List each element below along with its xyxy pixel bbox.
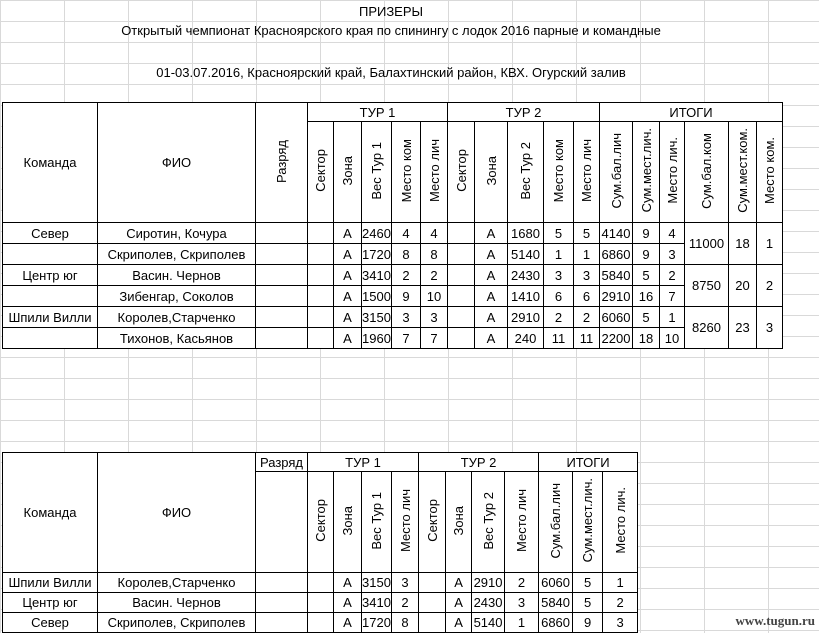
sector-cell <box>448 286 475 307</box>
sum-ball-pers-cell: 6860 <box>600 244 633 265</box>
place-pers-total-cell: 2 <box>660 265 685 286</box>
zone-cell: А <box>334 244 362 265</box>
place-team-cell: 2 <box>392 265 421 286</box>
table-row <box>3 265 783 286</box>
header-weight2: Вес Тур 2 <box>508 122 544 223</box>
zone-cell: А <box>475 244 508 265</box>
page-title: ПРИЗЕРЫ <box>358 4 424 19</box>
header-sum-place-pers: Сум.мест.лич. <box>633 122 660 223</box>
sum-place-pers-cell: 16 <box>633 286 660 307</box>
place-pers-cell: 11 <box>574 328 600 349</box>
rank-cell <box>256 593 308 613</box>
fio-cell: Скриполев, Скриполев <box>98 613 256 633</box>
rank-cell <box>256 613 308 633</box>
sum-place-team-cell: 18 <box>729 223 757 265</box>
header-place-pers-total: Место лич. <box>603 472 638 573</box>
table-row <box>3 328 783 349</box>
weight-cell: 2910 <box>472 573 505 593</box>
team-cell: Центр юг <box>3 593 98 613</box>
zone-cell: А <box>334 328 362 349</box>
sector-cell <box>419 573 446 593</box>
sector-cell <box>308 265 334 286</box>
fio-cell: Тихонов, Касьянов <box>98 328 256 349</box>
sum-ball-pers-cell: 5840 <box>539 593 573 613</box>
header-sector: Сектор <box>419 472 446 573</box>
rank-cell <box>256 286 308 307</box>
place-team-cell: 11 <box>544 328 574 349</box>
place-team-cell: 3 <box>544 265 574 286</box>
place-pers-cell: 8 <box>421 244 448 265</box>
weight-cell: 2430 <box>508 265 544 286</box>
place-pers-total-cell: 1 <box>603 573 638 593</box>
header-sector: Сектор <box>308 122 334 223</box>
place-pers-cell: 3 <box>505 593 539 613</box>
sector-cell <box>448 328 475 349</box>
place-pers-cell: 3 <box>574 265 600 286</box>
place-team-cell: 5 <box>544 223 574 244</box>
rank-cell <box>256 223 308 244</box>
header-place-team: Место ком <box>392 122 421 223</box>
weight-cell: 2910 <box>508 307 544 328</box>
weight-cell: 5140 <box>508 244 544 265</box>
zone-cell: А <box>334 593 362 613</box>
weight-cell: 2430 <box>472 593 505 613</box>
fio-cell: Королев,Старченко <box>98 307 256 328</box>
header-zone: Зона <box>446 472 472 573</box>
sum-ball-pers-cell: 6060 <box>600 307 633 328</box>
header-sum-ball-pers: Сум.бал.лич <box>539 472 573 573</box>
sum-ball-team-cell: 8750 <box>685 265 729 307</box>
fio-cell: Васин. Чернов <box>98 265 256 286</box>
place-team-total-cell: 2 <box>757 265 783 307</box>
header-tour2: ТУР 2 <box>448 103 600 122</box>
sector-cell <box>308 244 334 265</box>
sum-place-pers-cell: 9 <box>633 244 660 265</box>
zone-cell: А <box>334 307 362 328</box>
weight-cell: 2460 <box>362 223 392 244</box>
sector-cell <box>419 593 446 613</box>
team-cell: Север <box>3 223 98 244</box>
sum-place-team-cell: 23 <box>729 307 757 349</box>
place-pers-cell: 2 <box>574 307 600 328</box>
team-cell: Шпили Вилли <box>3 307 98 328</box>
zone-cell: А <box>475 286 508 307</box>
sum-ball-pers-cell: 2910 <box>600 286 633 307</box>
header-zone: Зона <box>334 122 362 223</box>
sector-cell <box>448 223 475 244</box>
page-subtitle: Открытый чемпионат Красноярского края по спинингу с лодок 2016 парные и командные <box>121 23 661 38</box>
sector-cell <box>308 307 334 328</box>
zone-cell: А <box>334 265 362 286</box>
zone-cell: А <box>446 593 472 613</box>
table-row <box>3 593 638 613</box>
header-sector: Сектор <box>308 472 334 573</box>
place-team-cell: 2 <box>544 307 574 328</box>
place-team-cell: 8 <box>392 244 421 265</box>
header-rank: Разряд <box>256 103 308 223</box>
place-team-total-cell: 1 <box>757 223 783 265</box>
weight-cell: 1720 <box>362 613 392 633</box>
header-team: Команда <box>3 103 98 223</box>
header-weight2: Вес Тур 2 <box>472 472 505 573</box>
header-fio: ФИО <box>98 453 256 573</box>
place-team-cell: 9 <box>392 286 421 307</box>
weight-cell: 3410 <box>362 593 392 613</box>
header-place-team: Место ком <box>544 122 574 223</box>
weight-cell: 1720 <box>362 244 392 265</box>
place-pers-cell: 4 <box>421 223 448 244</box>
header-weight1: Вес Тур 1 <box>362 472 392 573</box>
sector-cell <box>308 593 334 613</box>
zone-cell: А <box>475 307 508 328</box>
weight-cell: 5140 <box>472 613 505 633</box>
sum-ball-pers-cell: 4140 <box>600 223 633 244</box>
place-pers-total-cell: 7 <box>660 286 685 307</box>
sum-place-pers-cell: 9 <box>633 223 660 244</box>
sector-cell <box>448 307 475 328</box>
sum-place-pers-cell: 5 <box>633 307 660 328</box>
place-pers-cell: 2 <box>505 573 539 593</box>
sector-cell <box>308 328 334 349</box>
place-team-cell: 3 <box>392 307 421 328</box>
place-team-cell: 6 <box>544 286 574 307</box>
header-totals: ИТОГИ <box>539 453 638 472</box>
table-row <box>3 244 783 265</box>
place-pers-cell: 2 <box>392 593 419 613</box>
rank-cell <box>256 307 308 328</box>
rank-cell <box>256 265 308 286</box>
weight-cell: 240 <box>508 328 544 349</box>
place-pers-cell: 5 <box>574 223 600 244</box>
rank-cell <box>256 573 308 593</box>
fio-cell: Сиротин, Кочура <box>98 223 256 244</box>
zone-cell: А <box>446 613 472 633</box>
sum-place-pers-cell: 5 <box>573 593 603 613</box>
sum-place-pers-cell: 5 <box>573 573 603 593</box>
sector-cell <box>308 613 334 633</box>
sector-cell <box>308 223 334 244</box>
place-pers-total-cell: 4 <box>660 223 685 244</box>
sum-ball-pers-cell: 5840 <box>600 265 633 286</box>
sector-cell <box>308 573 334 593</box>
zone-cell: А <box>334 223 362 244</box>
place-team-cell: 7 <box>392 328 421 349</box>
watermark: www.tugun.ru <box>735 613 815 628</box>
place-team-cell: 4 <box>392 223 421 244</box>
place-pers-cell: 2 <box>421 265 448 286</box>
header-fio: ФИО <box>98 103 256 223</box>
zone-cell: А <box>334 573 362 593</box>
fio-cell: Зибенгар, Соколов <box>98 286 256 307</box>
personal-results-table <box>2 452 638 633</box>
header-tour1: ТУР 1 <box>308 103 448 122</box>
place-pers-cell: 8 <box>392 613 419 633</box>
table-row <box>3 223 783 244</box>
header-sector: Сектор <box>448 122 475 223</box>
place-pers-cell: 7 <box>421 328 448 349</box>
place-team-cell: 1 <box>544 244 574 265</box>
sector-cell <box>419 613 446 633</box>
team-cell-empty <box>3 286 98 307</box>
sum-place-pers-cell: 9 <box>573 613 603 633</box>
place-pers-cell: 6 <box>574 286 600 307</box>
weight-cell: 1500 <box>362 286 392 307</box>
sum-place-team-cell: 20 <box>729 265 757 307</box>
place-team-total-cell: 3 <box>757 307 783 349</box>
place-pers-total-cell: 3 <box>660 244 685 265</box>
table-row <box>3 613 638 633</box>
header-place-pers: Место лич <box>392 472 419 573</box>
weight-cell: 3410 <box>362 265 392 286</box>
team-cell: Центр юг <box>3 265 98 286</box>
rank-cell <box>256 244 308 265</box>
team-cell: Шпили Вилли <box>3 573 98 593</box>
sum-place-pers-cell: 18 <box>633 328 660 349</box>
header-zone: Зона <box>334 472 362 573</box>
header-sum-place-team: Сум.мест.ком. <box>729 122 757 223</box>
sum-ball-team-cell: 11000 <box>685 223 729 265</box>
sector-cell <box>448 244 475 265</box>
fio-cell: Скриполев, Скриполев <box>98 244 256 265</box>
header-rank-empty <box>256 472 308 573</box>
place-pers-cell: 3 <box>392 573 419 593</box>
sum-ball-pers-cell: 6060 <box>539 573 573 593</box>
header-team: Команда <box>3 453 98 573</box>
place-pers-total-cell: 1 <box>660 307 685 328</box>
sum-ball-pers-cell: 6860 <box>539 613 573 633</box>
header-tour1: ТУР 1 <box>308 453 419 472</box>
weight-cell: 1960 <box>362 328 392 349</box>
team-results-table <box>2 102 783 349</box>
place-pers-total-cell: 2 <box>603 593 638 613</box>
zone-cell: А <box>334 613 362 633</box>
rank-cell <box>256 328 308 349</box>
team-cell-empty <box>3 244 98 265</box>
place-pers-total-cell: 10 <box>660 328 685 349</box>
header-place-pers-total: Место лич. <box>660 122 685 223</box>
team-cell: Север <box>3 613 98 633</box>
table-row <box>3 573 638 593</box>
sum-ball-pers-cell: 2200 <box>600 328 633 349</box>
dates-location: 01-03.07.2016, Красноярский край, Балахтинский район, КВХ. Огурский залив <box>156 65 626 80</box>
weight-cell: 1410 <box>508 286 544 307</box>
sector-cell <box>448 265 475 286</box>
fio-cell: Королев,Старченко <box>98 573 256 593</box>
team-cell-empty <box>3 328 98 349</box>
header-tour2: ТУР 2 <box>419 453 539 472</box>
header-sum-ball-pers: Сум.бал.лич <box>600 122 633 223</box>
header-totals: ИТОГИ <box>600 103 783 122</box>
place-pers-cell: 1 <box>574 244 600 265</box>
weight-cell: 3150 <box>362 307 392 328</box>
place-pers-cell: 3 <box>421 307 448 328</box>
sum-ball-team-cell: 8260 <box>685 307 729 349</box>
table-row <box>3 286 783 307</box>
fio-cell: Васин. Чернов <box>98 593 256 613</box>
header-zone: Зона <box>475 122 508 223</box>
header-place-team-total: Место ком. <box>757 122 783 223</box>
table-row <box>3 307 783 328</box>
header-weight1: Вес Тур 1 <box>362 122 392 223</box>
header-place-pers: Место лич <box>574 122 600 223</box>
zone-cell: А <box>446 573 472 593</box>
zone-cell: А <box>475 223 508 244</box>
sector-cell <box>308 286 334 307</box>
weight-cell: 3150 <box>362 573 392 593</box>
zone-cell: А <box>475 265 508 286</box>
zone-cell: А <box>475 328 508 349</box>
place-pers-cell: 10 <box>421 286 448 307</box>
zone-cell: А <box>334 286 362 307</box>
weight-cell: 1680 <box>508 223 544 244</box>
header-place-pers: Место лич <box>505 472 539 573</box>
header-sum-ball-team: Сум.бал.ком <box>685 122 729 223</box>
place-pers-total-cell: 3 <box>603 613 638 633</box>
header-rank: Разряд <box>256 453 308 472</box>
header-place-pers: Место лич <box>421 122 448 223</box>
sum-place-pers-cell: 5 <box>633 265 660 286</box>
place-pers-cell: 1 <box>505 613 539 633</box>
header-sum-place-pers: Сум.мест.лич. <box>573 472 603 573</box>
